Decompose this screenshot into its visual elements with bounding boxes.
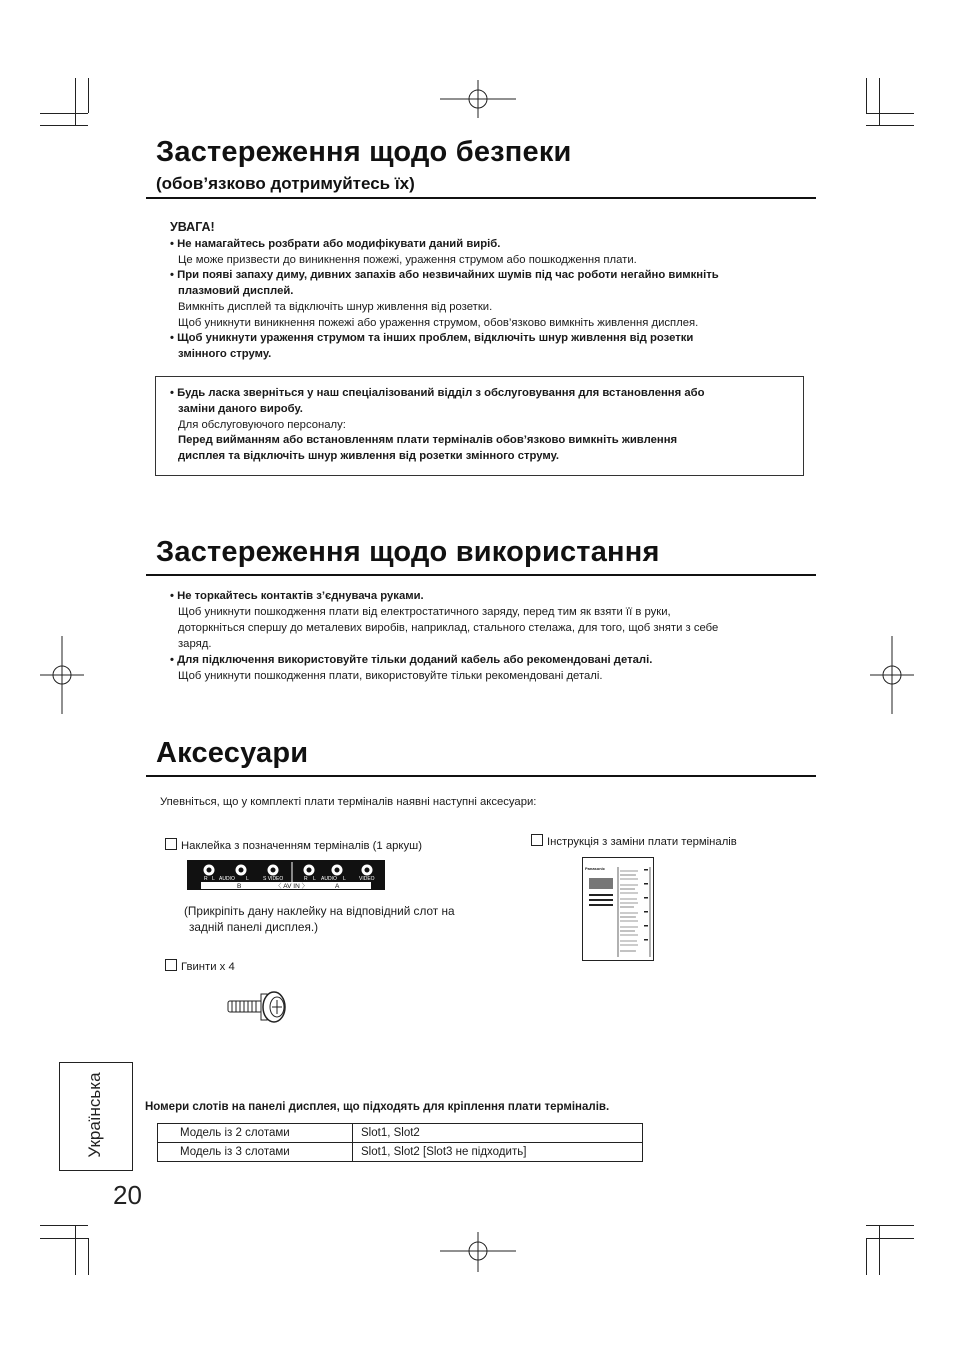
notice-line: Перед вийманням або встановленням плати терміналів обов’язково вимкніть живлення bbox=[178, 434, 678, 446]
slots-value-cell: Slot1, Slot2 bbox=[353, 1124, 643, 1143]
sticker-note: задній панелі дисплея.) bbox=[189, 920, 319, 934]
usage-rule bbox=[146, 574, 816, 576]
notice-line: дисплея та відключіть шнур живлення від розетки змінного струму. bbox=[178, 450, 560, 462]
notice-line: • Будь ласка зверніться у наш спеціалізований відділ з обслуговування для встановлення або bbox=[170, 387, 705, 399]
sticker-text: AUDIO bbox=[219, 876, 235, 882]
manual-label: Інструкція з заміни плати терміналів bbox=[547, 836, 737, 848]
sticker-text: L bbox=[313, 876, 316, 882]
sticker-text: A bbox=[335, 883, 340, 890]
accessories-title: Аксесуари bbox=[156, 737, 309, 769]
sticker-text: R bbox=[304, 876, 308, 882]
safety-line: • При появі запаху диму, дивних запахів або незвичайних шумів під час роботи негайно вимкніть bbox=[170, 269, 719, 281]
sticker-text: B bbox=[237, 883, 242, 890]
notice-line: заміни даного виробу. bbox=[178, 403, 303, 415]
usage-line: заряд. bbox=[178, 638, 212, 650]
sticker-item bbox=[165, 838, 422, 855]
manual-brand: Panasonic bbox=[585, 866, 606, 871]
safety-title: Застереження щодо безпеки bbox=[156, 136, 572, 168]
sticker-text: L bbox=[343, 876, 346, 882]
terminal-sticker-image bbox=[187, 860, 385, 890]
screw-icon bbox=[226, 988, 288, 1026]
page-number: 20 bbox=[113, 1180, 142, 1210]
slots-model-cell: Модель із 3 слотами bbox=[158, 1143, 353, 1162]
sticker-note: (Прикріпіть дану наклейку на відповідний слот на bbox=[184, 904, 455, 918]
safety-rule bbox=[146, 197, 816, 199]
slots-table bbox=[157, 1123, 643, 1162]
manual-booklet-image bbox=[582, 857, 654, 961]
safety-line: • Щоб уникнути ураження струмом та інших проблем, відключіть шнур живлення від розетки bbox=[170, 332, 694, 344]
sticker-text: VIDEO bbox=[359, 876, 375, 882]
sticker-text: L bbox=[246, 876, 249, 882]
checkbox-icon bbox=[165, 959, 177, 971]
sticker-text: 〈 AV IN 〉 bbox=[275, 883, 309, 890]
registration-mark-left bbox=[40, 636, 84, 714]
usage-line: доторкніться спершу до металевих виробів, наприклад, стального стелажа, для того, щоб зняти з себе bbox=[178, 622, 719, 634]
warning-label: УВАГА! bbox=[170, 220, 215, 234]
usage-line: Щоб уникнути пошкодження плати від електростатичного заряду, перед тим як взяти її в руки, bbox=[178, 606, 671, 618]
registration-mark-top bbox=[440, 80, 516, 118]
registration-mark-right bbox=[870, 636, 914, 714]
safety-line: Вимкніть дисплей та відключіть шнур живлення від розетки. bbox=[178, 301, 493, 313]
notice-line: Для обслуговуючого персоналу: bbox=[178, 419, 346, 431]
slots-model-cell: Модель із 2 слотами bbox=[158, 1124, 353, 1143]
accessories-rule bbox=[146, 775, 816, 777]
accessories-intro: Упевніться, що у комплекті плати терміналів наявні наступні аксесуари: bbox=[160, 796, 537, 808]
checkbox-icon bbox=[531, 834, 543, 846]
sticker-label: Наклейка з позначенням терміналів (1 аркуш) bbox=[181, 840, 422, 852]
screws-label: Гвинти x 4 bbox=[181, 961, 235, 973]
safety-subtitle: (обов’язково дотримуйтесь їх) bbox=[156, 174, 415, 193]
language-label: Українська bbox=[85, 1072, 104, 1158]
table-row bbox=[158, 1143, 643, 1162]
safety-line: • Не намагайтесь розбрати або модифікувати даний виріб. bbox=[170, 238, 501, 250]
slots-heading: Номери слотів на панелі дисплея, що підходять для кріплення плати терміналів. bbox=[145, 1101, 610, 1113]
safety-line: змінного струму. bbox=[178, 348, 272, 360]
usage-line: • Не торкайтесь контактів з’єднувача руками. bbox=[170, 590, 424, 602]
registration-mark-bottom bbox=[440, 1232, 516, 1272]
sticker-text: R bbox=[204, 876, 208, 882]
safety-line: плазмовий дисплей. bbox=[178, 285, 294, 297]
slots-value-cell: Slot1, Slot2 [Slot3 не підходить] bbox=[353, 1143, 643, 1162]
screws-item bbox=[165, 959, 235, 976]
manual-item bbox=[531, 834, 737, 851]
table-row bbox=[158, 1124, 643, 1143]
usage-line: Щоб уникнути пошкодження плати, використовуйте тільки рекомендовані деталі. bbox=[178, 670, 603, 682]
checkbox-icon bbox=[165, 838, 177, 850]
safety-line: Це може призвести до виникнення пожежі, ураження струмом або пошкодження плати. bbox=[178, 254, 637, 266]
usage-line: • Для підключення використовуйте тільки доданий кабель або рекомендовані деталі. bbox=[170, 654, 653, 666]
safety-line: Щоб уникнути виникнення пожежі або ураження струмом, обов’язково вимкніть живлення дисплея. bbox=[178, 317, 699, 329]
sticker-text: L bbox=[212, 876, 215, 882]
sticker-text: AUDIO bbox=[321, 876, 337, 882]
sticker-text: S VIDEO bbox=[263, 876, 284, 882]
usage-title: Застереження щодо використання bbox=[156, 536, 660, 568]
